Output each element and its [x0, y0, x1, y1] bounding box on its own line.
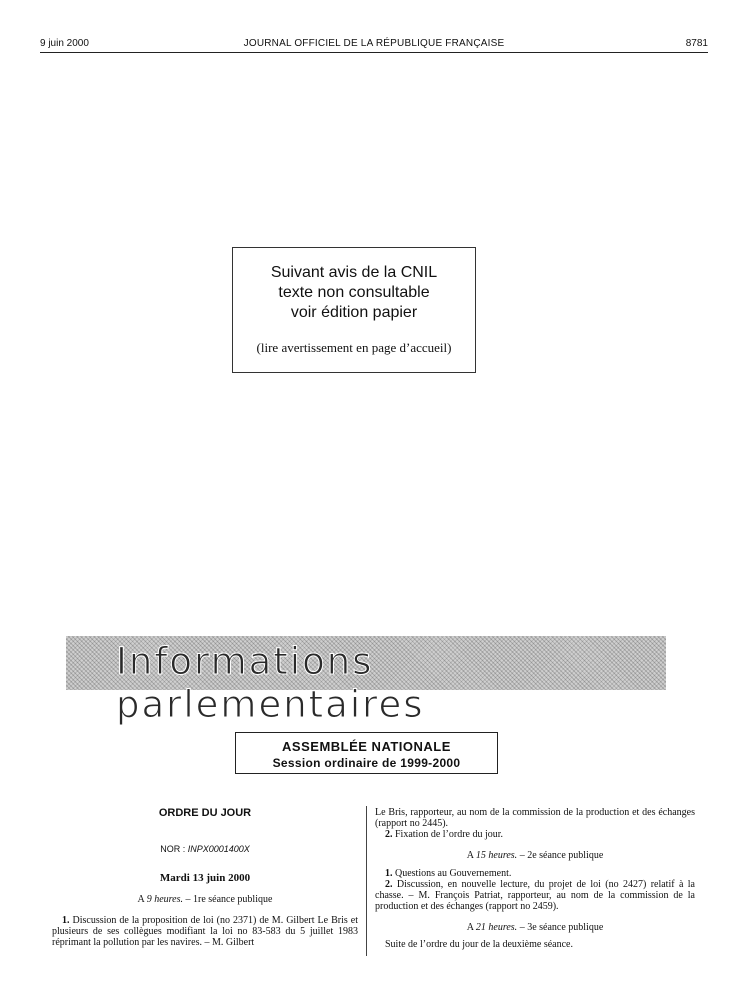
nor-reference [52, 844, 358, 854]
seance-2-time: 15 heures. [475, 850, 518, 861]
column-divider [366, 806, 367, 956]
agenda-left-column [52, 807, 358, 948]
journal-title: JOURNAL OFFICIEL DE LA RÉPUBLIQUE FRANÇAISE [243, 38, 505, 49]
agenda-heading: ORDRE DU JOUR [158, 807, 252, 819]
section-banner [66, 636, 666, 726]
cnil-line-3: voir édition papier [290, 304, 418, 321]
agenda-item-1-1: 1. Discussion de la proposition de loi (no 2371) de M. Gilbert Le Bris et plusieurs de ses collègues modifiant la loi no 83-583 du 5 juillet 1983 réprimant la pollution par les navires. – M. Gilbert [52, 915, 358, 948]
seance-3-heading: A 21 heures. – 3e séance publique [466, 922, 604, 933]
assembly-title: ASSEMBLÉE NATIONALE [282, 739, 451, 754]
cnil-line-2: texte non consultable [278, 284, 430, 301]
header-date: 9 juin 2000 [40, 38, 89, 49]
session-day: Mardi 13 juin 2000 [159, 872, 251, 884]
agenda-item-1-2: 2. Fixation de l’ordre du jour. [385, 829, 504, 840]
seance-3-time: 21 heures. [475, 922, 518, 933]
seance-2-heading: A 15 heures. – 2e séance publique [466, 850, 604, 861]
cnil-line-1: Suivant avis de la CNIL [270, 264, 438, 281]
agenda-item-2-2: 2. Discussion, en nouvelle lecture, du projet de loi (no 2427) relatif à la chasse. – M. François Patriat, rapporteur, au nom de la commission de la production et des échanges (rapport no 2459). [375, 879, 695, 912]
agenda-item-3: Suite de l’ordre du jour de la deuxième séance. [385, 939, 573, 950]
banner-title: Informations parlementaires [116, 640, 425, 726]
seance-1-heading: A 9 heures. – 1re séance publique [137, 894, 273, 905]
cnil-notice-box [232, 247, 476, 373]
page-number: 8781 [685, 38, 708, 49]
header-rule [40, 52, 708, 53]
nor-code: INPX0001400X [187, 844, 250, 854]
seance-1-time: 9 heures. [146, 894, 184, 905]
agenda-right-column [375, 807, 695, 950]
cnil-note: (lire avertissement en page d’accueil) [256, 340, 452, 355]
assembly-session: Session ordinaire de 1999-2000 [272, 756, 461, 770]
assembly-box [235, 732, 498, 774]
agenda-item-2-1: 1. Questions au Gouvernement. [385, 868, 512, 879]
agenda-item-1-1-continued: Le Bris, rapporteur, au nom de la commission de la production et des échanges (rapport no 2445). [375, 807, 695, 829]
nor-label: NOR : [160, 844, 188, 854]
